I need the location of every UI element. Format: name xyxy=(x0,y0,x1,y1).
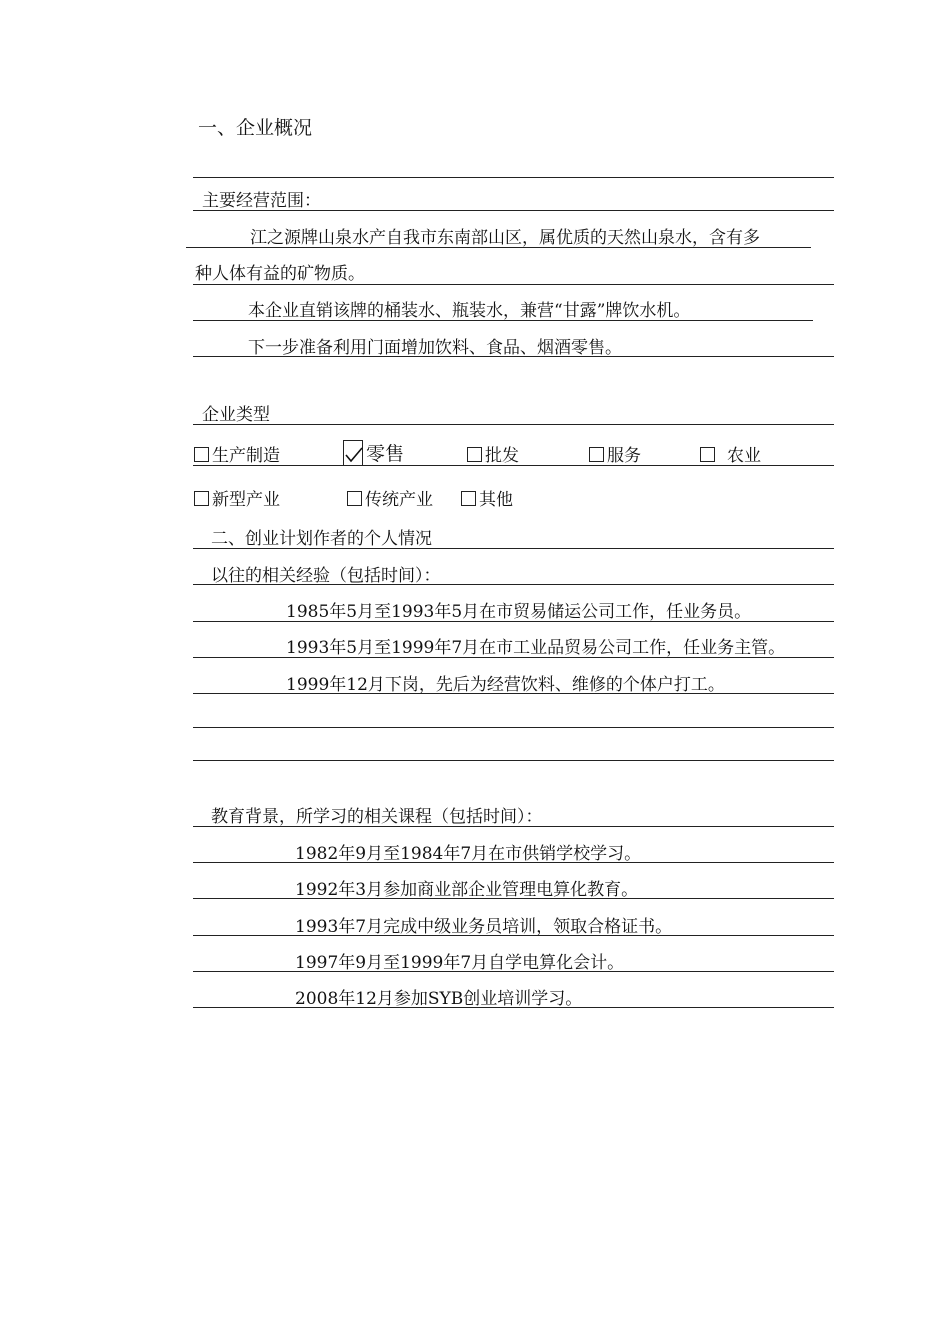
scope-line-2: 种人体有益的矿物质。 xyxy=(195,264,365,284)
rule xyxy=(193,465,834,466)
type-option-emerging[interactable]: 新型产业 xyxy=(194,490,280,510)
experience-item-3: 1999年12月下岗，先后为经营饮料、维修的个体户打工。 xyxy=(286,675,725,695)
rule xyxy=(193,971,834,972)
rule xyxy=(193,935,834,936)
type-option-other[interactable]: 其他 xyxy=(461,490,513,510)
rule xyxy=(193,760,834,761)
type-option-wholesale[interactable]: 批发 xyxy=(467,446,519,466)
rule xyxy=(193,727,834,728)
education-item-5: 2008年12月参加SYB创业培训学习。 xyxy=(295,989,583,1009)
rule xyxy=(193,210,834,211)
rule xyxy=(193,862,834,863)
section2-title: 二、创业计划作者的个人情况 xyxy=(211,529,432,549)
checkbox-icon xyxy=(194,447,209,462)
type-option-traditional[interactable]: 传统产业 xyxy=(347,490,433,510)
type-option-service[interactable]: 服务 xyxy=(589,446,641,466)
type-option-agriculture[interactable]: 农业 xyxy=(700,446,761,466)
checkmark-icon xyxy=(345,447,363,463)
rule xyxy=(193,898,834,899)
checkbox-icon xyxy=(589,447,604,462)
rule xyxy=(193,177,834,178)
education-item-3: 1993年7月完成中级业务员培训，领取合格证书。 xyxy=(295,917,673,937)
rule xyxy=(193,548,834,549)
scope-line-3: 本企业直销该牌的桶装水、瓶装水，兼营“甘露”牌饮水机。 xyxy=(248,301,691,321)
type-label: 企业类型 xyxy=(202,405,270,425)
education-item-1: 1982年9月至1984年7月在市供销学校学习。 xyxy=(295,844,642,864)
rule xyxy=(193,621,834,622)
scope-line-4: 下一步准备利用门面增加饮料、食品、烟酒零售。 xyxy=(248,338,622,358)
section1-title: 一、企业概况 xyxy=(198,117,313,139)
rule xyxy=(193,584,834,585)
checkbox-icon xyxy=(347,491,362,506)
education-item-2: 1992年3月参加商业部企业管理电算化教育。 xyxy=(295,880,639,900)
rule xyxy=(193,1007,834,1008)
education-label: 教育背景，所学习的相关课程（包括时间）： xyxy=(211,807,543,827)
experience-label: 以往的相关经验（包括时间）： xyxy=(211,566,441,586)
rule xyxy=(193,657,834,658)
checkbox-checked[interactable] xyxy=(343,440,363,466)
rule xyxy=(193,284,834,285)
rule xyxy=(186,247,811,248)
experience-item-2: 1993年5月至1999年7月在市工业品贸易公司工作，任业务主管。 xyxy=(286,638,786,658)
checkbox-icon xyxy=(467,447,482,462)
rule xyxy=(193,320,813,321)
experience-item-1: 1985年5月至1993年5月在市贸易储运公司工作，任业务员。 xyxy=(286,602,752,622)
rule xyxy=(193,826,834,827)
checkbox-icon xyxy=(700,447,715,462)
checkbox-icon xyxy=(461,491,476,506)
education-item-4: 1997年9月至1999年7月自学电算化会计。 xyxy=(295,953,625,973)
rule xyxy=(193,356,834,357)
scope-line-1: 江之源牌山泉水产自我市东南部山区，属优质的天然山泉水，含有多 xyxy=(250,228,760,248)
scope-label: 主要经营范围： xyxy=(202,191,321,211)
type-option-manufacturing[interactable]: 生产制造 xyxy=(194,446,280,466)
rule xyxy=(193,424,834,425)
checkbox-icon xyxy=(194,491,209,506)
type-option-retail[interactable]: 零售 xyxy=(366,443,405,465)
rule xyxy=(193,693,834,694)
